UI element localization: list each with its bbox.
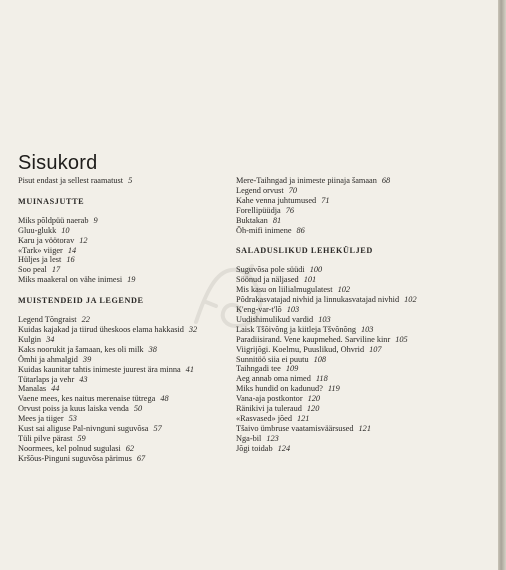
toc-entry[interactable]: [18, 345, 218, 355]
toc-page-number: 109: [285, 364, 299, 374]
toc-page-number: 17: [51, 265, 61, 275]
toc-page-number: 121: [358, 423, 371, 433]
toc-page-number: 22: [81, 315, 90, 325]
toc-entry[interactable]: [18, 424, 218, 434]
toc-page-number: 62: [125, 443, 135, 453]
toc-page-number: 19: [127, 275, 136, 285]
toc-entry-title: Vana-aja postkontor: [236, 394, 303, 404]
toc-entry-title: Ömhi ja ahmalgid: [18, 354, 78, 364]
toc-entry-title: Soo peal: [18, 265, 47, 275]
toc-page-number: 81: [272, 215, 282, 225]
toc-entry[interactable]: [236, 424, 430, 434]
toc-entry[interactable]: [18, 414, 218, 424]
toc-entry-title: Sunnitöö siia ei puutu: [236, 354, 309, 364]
toc-entry-title: Söönud ja näljased: [236, 275, 299, 285]
toc-entry-title: Gluu-glukk: [18, 225, 57, 235]
toc-page-number: 102: [337, 285, 351, 295]
toc-page-number: 9: [93, 215, 98, 225]
toc-entry[interactable]: [236, 345, 430, 355]
toc-entry-title: Jõgi toidab: [236, 443, 273, 453]
section-spacer: [18, 306, 218, 315]
toc-page-number: 103: [361, 324, 374, 334]
toc-entry[interactable]: [236, 226, 430, 236]
toc-page-number: 121: [297, 413, 310, 423]
toc-entry[interactable]: [236, 295, 430, 305]
page-title: Sisukord: [18, 152, 98, 175]
toc-entry[interactable]: [18, 265, 218, 275]
toc-entry[interactable]: [236, 384, 430, 394]
toc-entry-title: Karu ja vöötorav: [18, 235, 75, 245]
toc-page-number: 76: [285, 205, 295, 215]
toc-entry[interactable]: [18, 236, 218, 246]
toc-page-number: 124: [277, 443, 291, 453]
toc-entry-title: Hüljes ja lest: [18, 255, 62, 265]
toc-entry[interactable]: [236, 414, 430, 424]
toc-page-number: 102: [404, 295, 417, 305]
toc-entry-title: Mere-Taihngad ja inimeste piinaja šamaan: [236, 176, 377, 185]
toc-entry[interactable]: [236, 275, 430, 285]
toc-page-number: 5: [128, 176, 133, 185]
toc-entry-title: Vaene mees, kes naitus merenaise tütrega: [18, 394, 156, 404]
toc-right-column: [236, 176, 430, 454]
toc-entry[interactable]: [18, 365, 218, 375]
toc-entry[interactable]: [236, 176, 430, 186]
toc-entry-title: K'eng-var-t'lõ: [236, 304, 282, 314]
toc-page-number: 71: [321, 195, 330, 205]
toc-entry[interactable]: [18, 394, 218, 404]
toc-entry-title: Miks hundid on kadunud?: [236, 384, 323, 394]
toc-entry-title: Kuidas kaunitar tahtis inimeste juurest ära minna: [18, 364, 181, 374]
toc-page-number: 32: [188, 324, 198, 334]
toc-page-number: 67: [136, 453, 146, 463]
toc-entry-title: Viigrijõgi. Koelmu, Puuslikud, Ohvrid: [236, 344, 365, 354]
toc-entry[interactable]: [236, 285, 430, 295]
toc-entry[interactable]: [236, 335, 430, 345]
toc-entry-title: Kulgin: [18, 334, 42, 344]
toc-entry[interactable]: [236, 196, 430, 206]
toc-entry-title: Orvust poiss ja kuus laiska venda: [18, 404, 129, 414]
toc-section-heading: MUISTENDEID JA LEGENDE: [18, 296, 144, 306]
toc-page-number: 44: [51, 384, 60, 394]
toc-entry[interactable]: [236, 305, 430, 315]
toc-page-number: 105: [395, 334, 408, 344]
toc-page-number: 101: [303, 275, 317, 285]
toc-entry-title: Tüli pilve pärast: [18, 433, 73, 443]
toc-entry-title: Kršõus-Pinguni suguvõsa pärimus: [18, 453, 132, 463]
toc-page-number: 12: [79, 235, 88, 245]
toc-page-number: 43: [79, 374, 88, 384]
toc-entry[interactable]: [18, 255, 218, 265]
toc-entry-title: Laisk Tšõivõng ja kiitleja Tšvõnõng: [236, 324, 356, 334]
toc-left-column: [18, 176, 218, 464]
toc-page-number: 10: [61, 225, 70, 235]
toc-entry-title: Ränikivi ja tuleraud: [236, 404, 302, 414]
toc-entry-title: Uudishimulikud vardid: [236, 314, 314, 324]
toc-page-number: 53: [68, 414, 77, 424]
toc-entry[interactable]: [236, 404, 430, 414]
toc-entry[interactable]: [18, 335, 218, 345]
toc-page-number: 120: [306, 404, 320, 414]
toc-entry-title: «Rasvased» jõed: [236, 413, 292, 423]
book-gutter: [498, 0, 506, 570]
toc-page-number: 123: [266, 433, 279, 443]
section-spacer: [236, 256, 430, 265]
toc-page-number: 38: [148, 344, 157, 354]
toc-page-number: 103: [286, 304, 300, 314]
toc-entry[interactable]: [18, 434, 218, 444]
toc-entry-title: Paradiisirand. Vene kaupmehed. Sarviline kinr: [236, 334, 391, 344]
toc-entry[interactable]: [18, 325, 218, 335]
toc-entry-title: Pisut endast ja sellest raamatust: [18, 176, 124, 185]
toc-page-number: 107: [369, 344, 382, 354]
toc-entry-title: Buktakan: [236, 215, 268, 225]
toc-entry[interactable]: [18, 404, 218, 414]
toc-page-number: 57: [153, 424, 162, 434]
toc-entry[interactable]: [18, 355, 218, 365]
section-spacer: [18, 285, 218, 296]
toc-entry[interactable]: [236, 434, 430, 444]
toc-entry-title: Suguvõsa pole süüdi: [236, 265, 305, 275]
toc-entry-title: Noormees, kel polnud sugulasi: [18, 443, 121, 453]
toc-entry[interactable]: [18, 444, 218, 454]
toc-entry[interactable]: [236, 265, 430, 275]
toc-page-number: 68: [381, 176, 391, 185]
toc-entry[interactable]: [18, 216, 218, 226]
toc-section-heading: SALADUSLIKUD LEHEKÜLJED: [236, 246, 373, 256]
toc-page-number: 16: [66, 255, 75, 265]
toc-entry-title: Miks maakeral on vähe inimesi: [18, 275, 123, 285]
toc-page-number: 86: [296, 225, 305, 235]
toc-section-heading: MUINASJUTTE: [18, 196, 85, 206]
toc-entry[interactable]: [18, 375, 218, 385]
toc-entry-title: Õh-mifi inimene: [236, 225, 292, 235]
toc-page-number: 70: [288, 185, 297, 195]
toc-page-number: 118: [315, 374, 328, 384]
toc-entry-title: Kaks noorukit ja šamaan, kes oli milk: [18, 344, 144, 354]
toc-entry-title: Legend Tõngraist: [18, 315, 77, 325]
toc-entry-title: Manalas: [18, 384, 47, 394]
toc-page-number: 48: [160, 394, 169, 404]
toc-entry-title: Tšaivo ümbruse vaatamisväärsused: [236, 423, 354, 433]
toc-entry[interactable]: [236, 186, 430, 196]
toc-entry[interactable]: [18, 384, 218, 394]
toc-entry[interactable]: [236, 374, 430, 384]
toc-page-number: 34: [46, 334, 55, 344]
toc-entry-title: Tütarlaps ja vehr: [18, 374, 75, 384]
toc-page-number: 41: [185, 364, 194, 374]
toc-entry[interactable]: [236, 315, 430, 325]
toc-entry-title: Kahe venna juhtumused: [236, 195, 317, 205]
toc-page-number: 119: [327, 384, 340, 394]
toc-entry-title: Miks põldpüü naerab: [18, 215, 89, 225]
toc-entry[interactable]: [236, 355, 430, 365]
toc-entry-title: Põdrakasvatajad nivhid ja linnukasvatajad nivhid: [236, 295, 400, 305]
toc-entry[interactable]: [236, 394, 430, 404]
toc-entry-title: Kust sai aliguse Pal-nivnguni suguvõsa: [18, 424, 149, 434]
toc-entry-title: Forellipüüdja: [236, 205, 281, 215]
toc-entry-title: Legend orvust: [236, 185, 284, 195]
toc-page-number: 59: [77, 433, 86, 443]
toc-entry-title: Mees ja tiiger: [18, 414, 64, 424]
toc-entry-title: Taihngadi tee: [236, 364, 281, 374]
toc-page-number: 50: [133, 404, 143, 414]
toc-entry[interactable]: [18, 315, 218, 325]
toc-page-number: 103: [318, 314, 331, 324]
toc-entry[interactable]: [18, 275, 218, 285]
toc-entry[interactable]: [236, 216, 430, 226]
section-spacer: [18, 207, 218, 216]
toc-page-number: 120: [307, 394, 321, 404]
toc-page-number: 14: [67, 245, 77, 255]
toc-page-number: 100: [309, 265, 323, 275]
toc-entry-title: Nga-bil: [236, 433, 262, 443]
toc-entry[interactable]: [236, 364, 430, 374]
toc-page-number: 108: [313, 354, 327, 364]
toc-entry-title: Mis kasu on liilialmugulatest: [236, 285, 333, 295]
toc-entry[interactable]: [18, 246, 218, 256]
toc-entry[interactable]: [236, 206, 430, 216]
section-spacer: [18, 186, 218, 197]
toc-entry-title: «Tark» viiger: [18, 245, 63, 255]
toc-entry-title: Aeg annab oma nimed: [236, 374, 311, 384]
toc-entry[interactable]: [18, 226, 218, 236]
toc-entry[interactable]: [18, 454, 218, 464]
toc-entry[interactable]: [236, 444, 430, 454]
toc-entry[interactable]: [18, 176, 218, 186]
section-spacer: [236, 235, 430, 246]
toc-entry[interactable]: [236, 325, 430, 335]
toc-page-number: 39: [82, 354, 92, 364]
toc-entry-title: Kuidas kajakad ja tiirud üheskoos elama hakkasid: [18, 324, 184, 334]
